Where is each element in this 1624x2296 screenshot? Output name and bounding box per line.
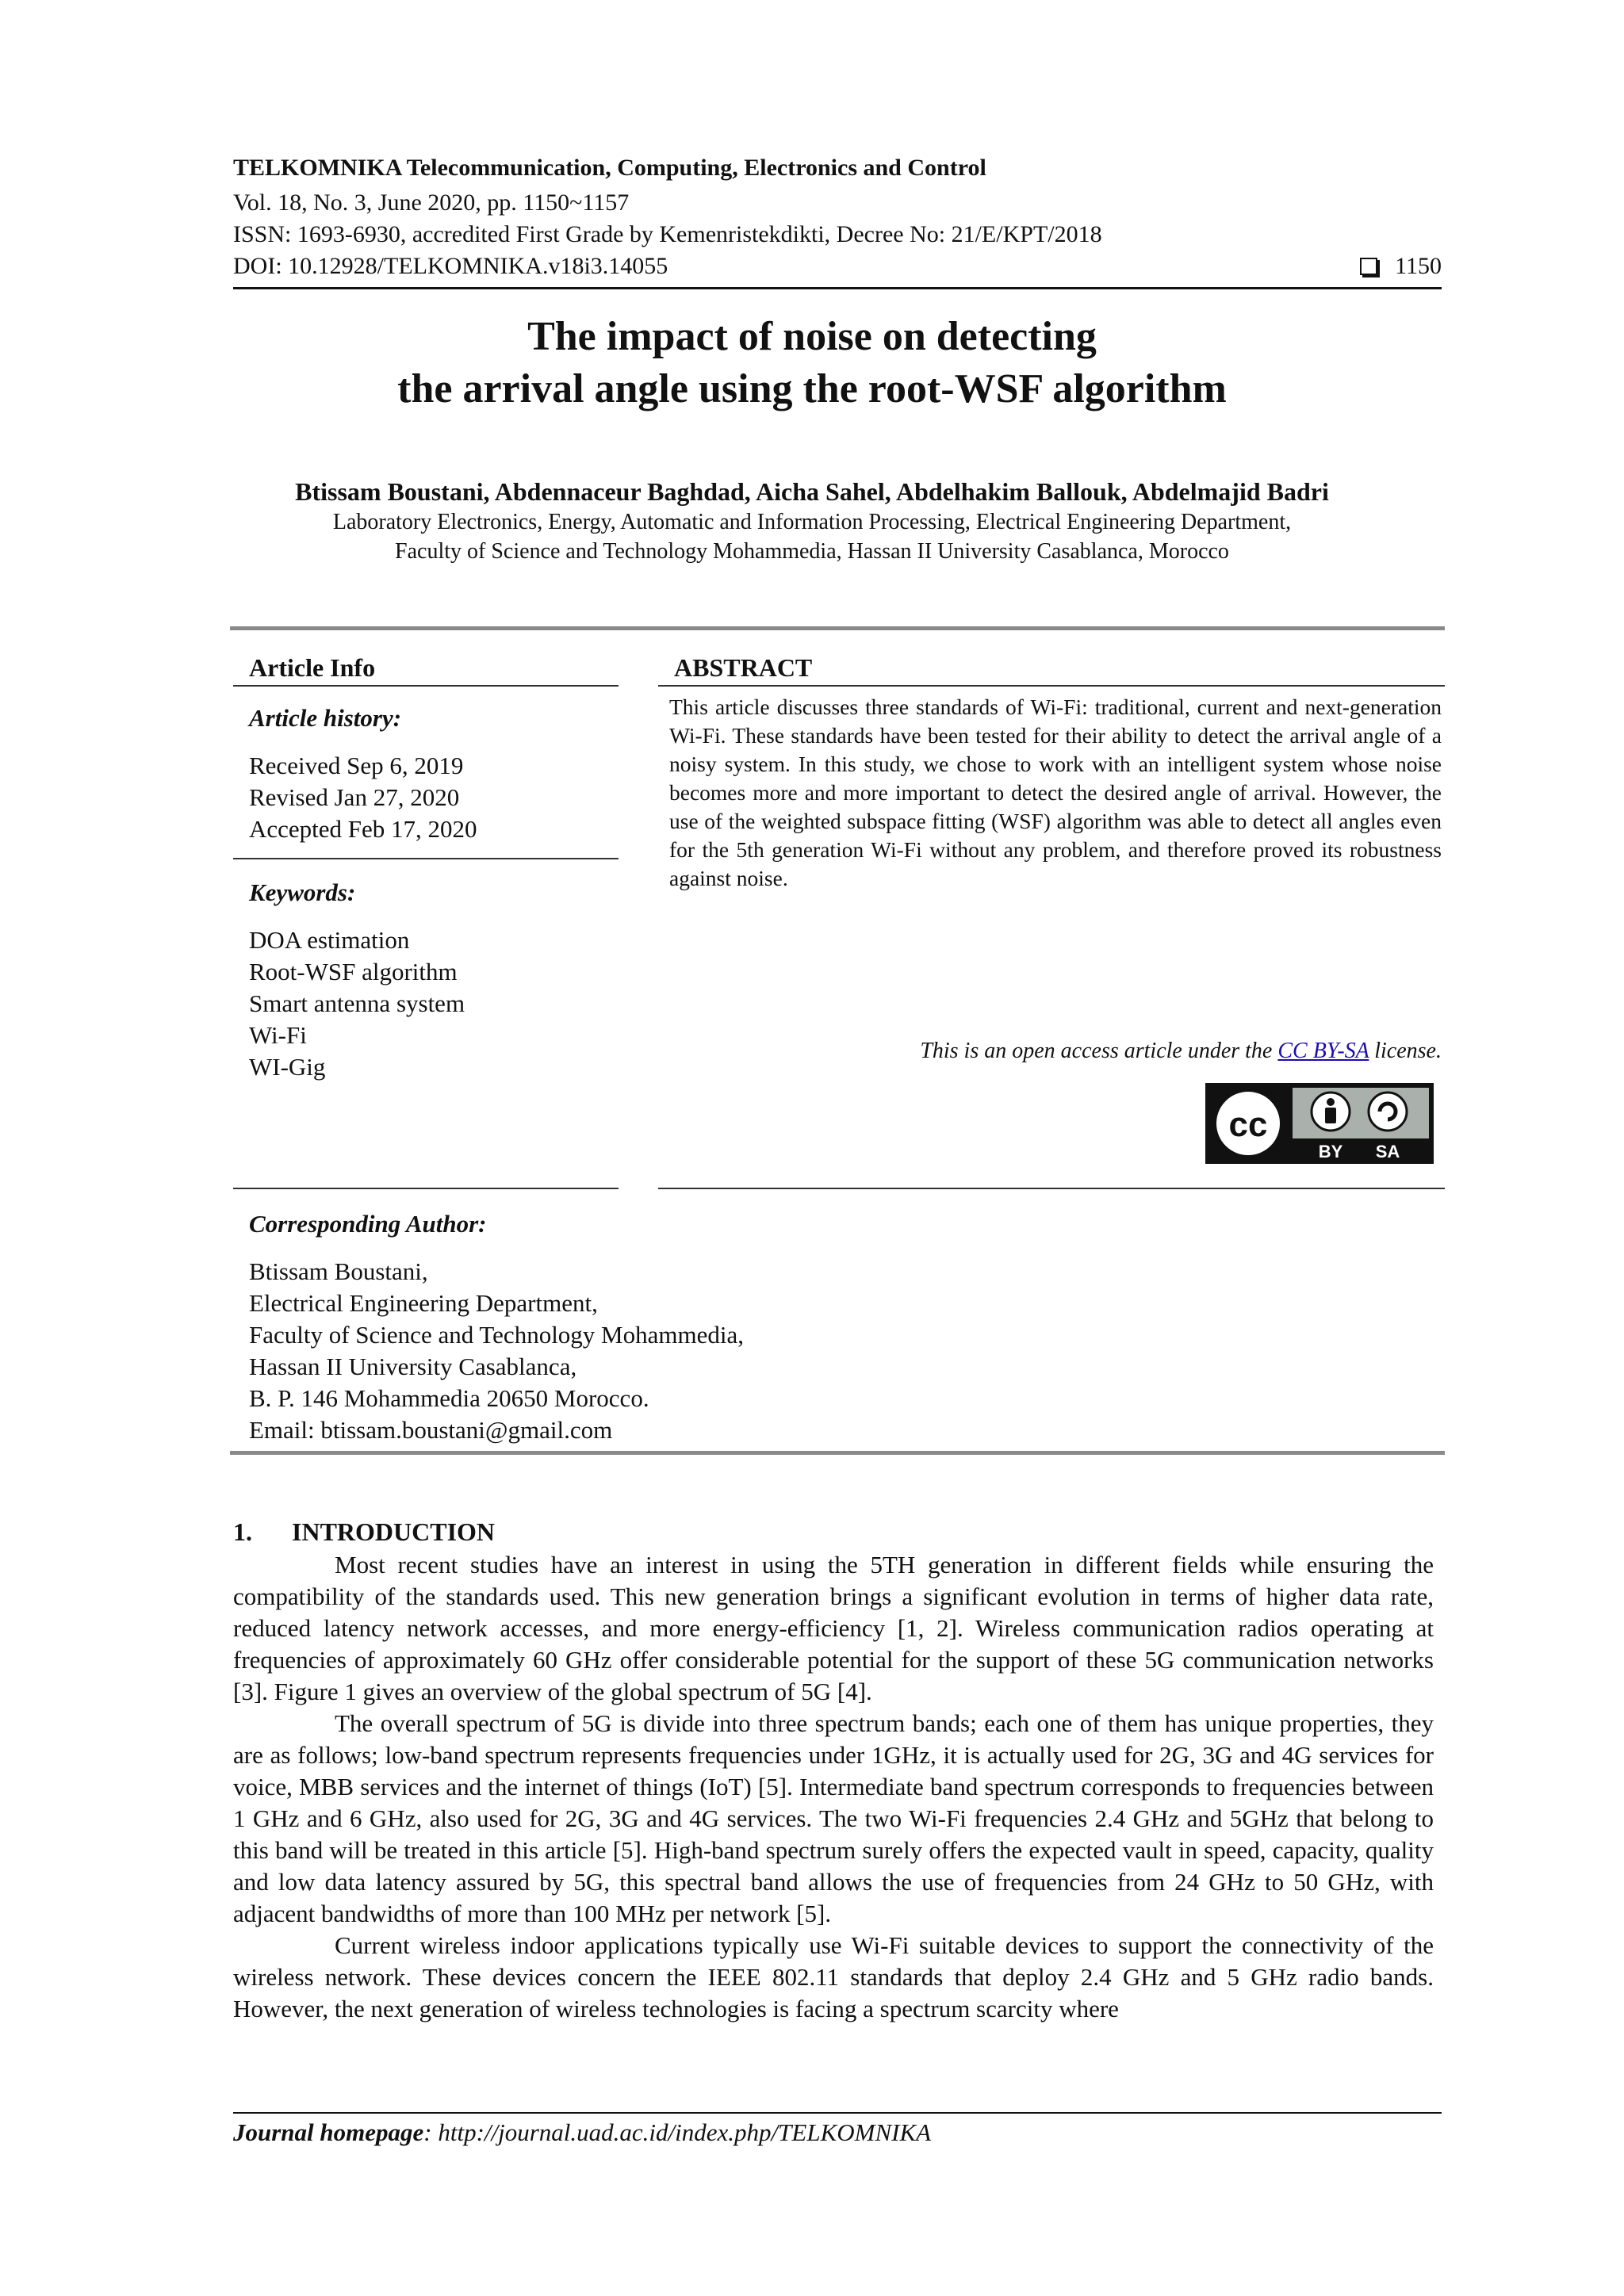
affiliation bbox=[0, 507, 1624, 566]
article-info-heading: Article Info bbox=[249, 653, 376, 682]
cc-icon: cc bbox=[1228, 1105, 1268, 1144]
history-received: Received Sep 6, 2019 bbox=[249, 752, 464, 779]
introduction-body bbox=[233, 1549, 1434, 2025]
keywords-list bbox=[249, 924, 465, 1083]
abstract-bottom-rule bbox=[658, 1188, 1445, 1189]
keyword-item: Smart antenna system bbox=[249, 989, 465, 1017]
section-number: 1. bbox=[233, 1517, 252, 1546]
history-accepted: Accepted Feb 17, 2020 bbox=[249, 815, 477, 843]
license-prefix: This is an open access article under the bbox=[920, 1039, 1273, 1063]
article-info-rule bbox=[233, 685, 619, 687]
author-list: Btissam Boustani, Abdennaceur Baghdad, Aicha Sahel, Abdelhakim Ballouk, Abdelmajid Badri bbox=[295, 477, 1329, 506]
corresponding-line: Electrical Engineering Department, bbox=[249, 1289, 598, 1317]
corresponding-email: Email: btissam.boustani@gmail.com bbox=[249, 1416, 613, 1444]
history-list bbox=[249, 750, 477, 845]
paper-title bbox=[0, 311, 1624, 415]
paragraph: Current wireless indoor applications typically use Wi-Fi suitable devices to support the connectivity of the wireless network. These devices concern the IEEE 802.11 standards that deploy 2.4 GHz and 5 GHz radio bands. However, the next generation of wireless technologies is facing a spectrum scarcity where bbox=[233, 1931, 1434, 2022]
footer-url[interactable]: : http://journal.uad.ac.id/index.php/TELKOMNIKA bbox=[423, 2118, 932, 2146]
info-box-bottom-rule bbox=[230, 1451, 1445, 1455]
abstract-text: This article discusses three standards of Wi-Fi: traditional, current and next-generation Wi-Fi. These standards have been tested for their ability to detect the arrival angle of a noisy system. In this study, we chose to work with an intelligent system whose noise becomes more and more important to detect the desired angle of arrival. However, the use of the weighted subspace fitting (WSF) algorithm was able to detect all angles even for the 5th generation Wi-Fi without any problem, and therefore proved its robustness against noise. bbox=[669, 695, 1442, 890]
keyword-item: WI-Gig bbox=[249, 1053, 326, 1081]
affiliation-line-1: Laboratory Electronics, Energy, Automatic and Information Processing, Electrical Engineering Department, bbox=[332, 510, 1292, 534]
license-link[interactable]: CC BY-SA bbox=[1277, 1039, 1369, 1063]
history-heading: Article history: bbox=[249, 704, 402, 732]
corresponding-line: Hassan II University Casablanca, bbox=[249, 1353, 577, 1380]
corresponding-line: B. P. 146 Mohammedia 20650 Morocco. bbox=[249, 1384, 649, 1412]
footer-rule bbox=[233, 2112, 1442, 2114]
footer-label: Journal homepage bbox=[233, 2118, 424, 2146]
page-number: 1150 bbox=[1395, 253, 1442, 279]
keywords-heading: Keywords: bbox=[249, 878, 356, 906]
abstract-heading: ABSTRACT bbox=[674, 653, 813, 682]
cc-by-sa-badge bbox=[1205, 1083, 1434, 1164]
page-number-box bbox=[1360, 251, 1442, 282]
header-rule bbox=[233, 287, 1442, 289]
journal-homepage bbox=[233, 2117, 931, 2149]
history-revised: Revised Jan 27, 2020 bbox=[249, 783, 460, 811]
by-label: BY bbox=[1318, 1142, 1343, 1161]
title-line-1: The impact of noise on detecting bbox=[527, 314, 1097, 359]
title-line-2: the arrival angle using the root-WSF algorithm bbox=[397, 366, 1227, 411]
info-box-top-rule bbox=[230, 626, 1445, 630]
volume-info: Vol. 18, No. 3, June 2020, pp. 1150~1157 bbox=[233, 189, 630, 216]
journal-title: TELKOMNIKA Telecommunication, Computing, Electronics and Control bbox=[233, 155, 986, 181]
corresponding-details bbox=[249, 1256, 744, 1446]
corresponding-line: Btissam Boustani, bbox=[249, 1257, 428, 1285]
section-title: INTRODUCTION bbox=[292, 1517, 496, 1546]
paragraph: Most recent studies have an interest in using the 5TH generation in different fields while ensuring the compatibility of the standards used. This new generation brings a significant evolution in terms of higher data rate, reduced latency network accesses, and more energy-efficiency [1, 2]. Wireless communication radios operating at frequencies of approximately 60 GHz offer considerable potential for the support of these 5G communication networks [3]. Figure 1 gives an overview of the global spectrum of 5G [4]. bbox=[233, 1551, 1434, 1705]
abstract-rule bbox=[658, 685, 1445, 687]
history-rule bbox=[233, 858, 619, 859]
doi-info: DOI: 10.12928/TELKOMNIKA.v18i3.14055 bbox=[233, 253, 668, 279]
corresponding-heading: Corresponding Author: bbox=[249, 1210, 487, 1238]
keyword-item: DOA estimation bbox=[249, 926, 410, 954]
keywords-rule bbox=[233, 1188, 619, 1189]
license-note bbox=[920, 1035, 1442, 1067]
paragraph: The overall spectrum of 5G is divide into three spectrum bands; each one of them has unique properties, they are as follows; low-band spectrum represents frequencies under 1GHz, it is actually used for 2G, 3G and 4G services for voice, MBB services and the internet of things (IoT) [5]. Intermediate band spectrum corresponds to frequencies between 1 GHz and 6 GHz, also used for 2G, 3G and 4G services. The two Wi-Fi frequencies 2.4 GHz and 5GHz that belong to this band will be treated in this article [5]. High-band spectrum surely offers the expected vault in speed, capacity, quality and low data latency assured by 5G, this spectral band allows the use of frequencies from 24 GHz to 50 GHz, with adjacent bandwidths of more than 100 MHz per network [5]. bbox=[233, 1709, 1434, 1927]
keyword-item: Root-WSF algorithm bbox=[249, 958, 458, 985]
square-icon bbox=[1360, 258, 1377, 275]
sa-label: SA bbox=[1375, 1142, 1400, 1161]
cc-badge-graphic bbox=[1205, 1083, 1434, 1164]
corresponding-line: Faculty of Science and Technology Mohammedia, bbox=[249, 1321, 744, 1349]
issn-info: ISSN: 1693-6930, accredited First Grade by Kemenristekdikti, Decree No: 21/E/KPT/2018 bbox=[233, 221, 1102, 247]
license-suffix: license. bbox=[1374, 1039, 1442, 1063]
affiliation-line-2: Faculty of Science and Technology Mohammedia, Hassan II University Casablanca, Morocco bbox=[395, 539, 1229, 564]
keyword-item: Wi-Fi bbox=[249, 1021, 307, 1049]
section-heading bbox=[233, 1516, 495, 1548]
